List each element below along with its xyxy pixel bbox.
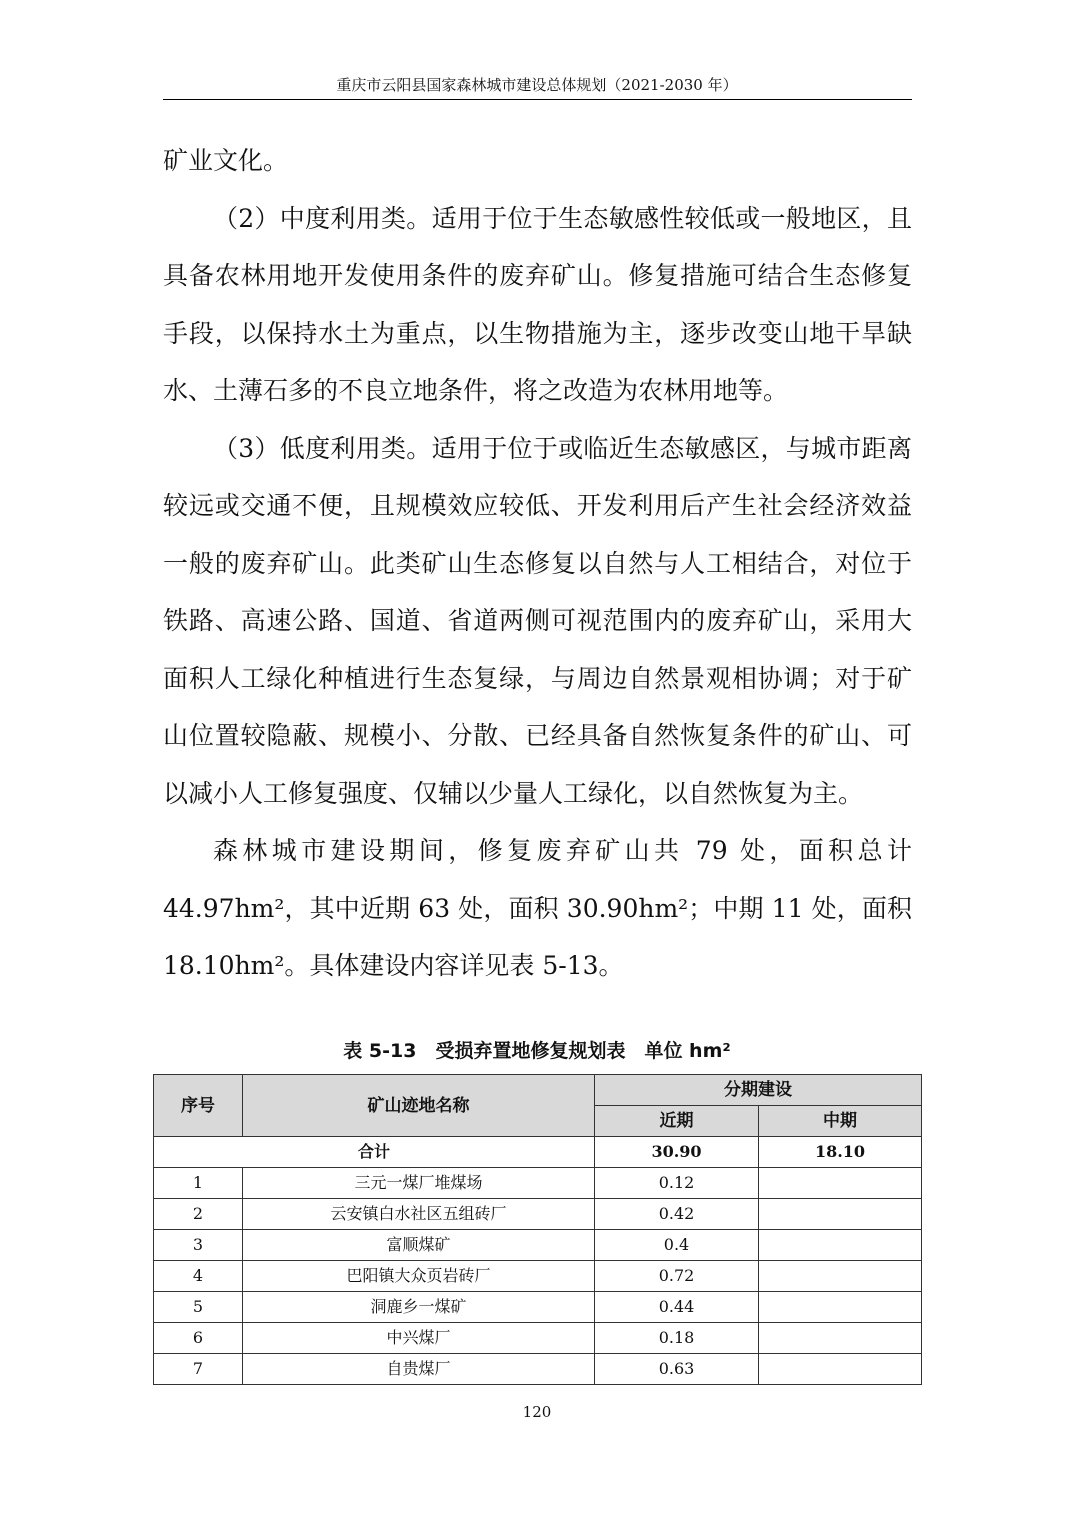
row-index: 7 bbox=[154, 1354, 243, 1385]
row-site-name: 富顺煤矿 bbox=[243, 1230, 595, 1261]
table-row bbox=[154, 1168, 922, 1199]
row-mid-term bbox=[759, 1230, 922, 1261]
row-near-term: 0.63 bbox=[595, 1354, 759, 1385]
row-near-term: 0.44 bbox=[595, 1292, 759, 1323]
row-index: 5 bbox=[154, 1292, 243, 1323]
table-row bbox=[154, 1292, 922, 1323]
total-mid: 18.10 bbox=[759, 1137, 922, 1168]
row-index: 4 bbox=[154, 1261, 243, 1292]
table-row bbox=[154, 1199, 922, 1230]
row-near-term: 0.72 bbox=[595, 1261, 759, 1292]
row-mid-term bbox=[759, 1199, 922, 1230]
row-mid-term bbox=[759, 1354, 922, 1385]
paragraph: （2）中度利用类。适用于位于生态敏感性较低或一般地区，且具备农林用地开发使用条件的废弃矿山。修复措施可结合生态修复手段，以保持水土为重点，以生物措施为主，逐步改变山地干旱缺水、土薄石多的不良立地条件，将之改造为农林用地等。 bbox=[163, 203, 912, 405]
row-site-name: 三元一煤厂堆煤场 bbox=[243, 1168, 595, 1199]
table-caption: 表 5-13 受损弃置地修复规划表 单位 hm² bbox=[343, 1040, 731, 1062]
row-site-name: 洞鹿乡一煤矿 bbox=[243, 1292, 595, 1323]
restoration-plan-table bbox=[153, 1074, 922, 1385]
paragraph: 森林城市建设期间，修复废弃矿山共 79 处，面积总计 44.97hm²，其中近期 63 处，面积 30.90hm²；中期 11 处，面积 18.10hm²。具体建设内容详见表 5-13。 bbox=[163, 836, 912, 980]
header-phased-construction: 分期建设 bbox=[595, 1075, 922, 1106]
paragraph: 矿业文化。 bbox=[163, 146, 289, 175]
row-index: 3 bbox=[154, 1230, 243, 1261]
row-mid-term bbox=[759, 1323, 922, 1354]
running-header: 重庆市云阳县国家森林城市建设总体规划（2021-2030 年） bbox=[336, 76, 738, 94]
header-near-term: 近期 bbox=[595, 1106, 759, 1137]
row-index: 6 bbox=[154, 1323, 243, 1354]
row-mid-term bbox=[759, 1261, 922, 1292]
header-rule bbox=[163, 99, 912, 100]
header-index: 序号 bbox=[154, 1075, 243, 1137]
row-mid-term bbox=[759, 1292, 922, 1323]
total-label: 合计 bbox=[154, 1137, 595, 1168]
row-near-term: 0.18 bbox=[595, 1323, 759, 1354]
page-number: 120 bbox=[522, 1403, 552, 1421]
header-mid-term: 中期 bbox=[759, 1106, 922, 1137]
row-near-term: 0.12 bbox=[595, 1168, 759, 1199]
row-site-name: 云安镇白水社区五组砖厂 bbox=[243, 1199, 595, 1230]
row-index: 2 bbox=[154, 1199, 243, 1230]
table-row bbox=[154, 1261, 922, 1292]
paragraph: （3）低度利用类。适用于位于或临近生态敏感区，与城市距离较远或交通不便，且规模效应较低、开发利用后产生社会经济效益一般的废弃矿山。此类矿山生态修复以自然与人工相结合，对位于铁路、高速公路、国道、省道两侧可视范围内的废弃矿山，采用大面积人工绿化种植进行生态复绿，与周边自然景观相协调；对于矿山位置较隐蔽、规模小、分散、已经具备自然恢复条件的矿山、可以减小人工修复强度、仅辅以少量人工绿化，以自然恢复为主。 bbox=[163, 433, 912, 808]
total-row bbox=[154, 1137, 922, 1168]
row-near-term: 0.4 bbox=[595, 1230, 759, 1261]
table-row bbox=[154, 1354, 922, 1385]
body-text bbox=[163, 132, 912, 995]
row-site-name: 中兴煤厂 bbox=[243, 1323, 595, 1354]
table-row bbox=[154, 1323, 922, 1354]
header-site-name: 矿山迹地名称 bbox=[243, 1075, 595, 1137]
row-near-term: 0.42 bbox=[595, 1199, 759, 1230]
row-site-name: 巴阳镇大众页岩砖厂 bbox=[243, 1261, 595, 1292]
table-row bbox=[154, 1230, 922, 1261]
row-index: 1 bbox=[154, 1168, 243, 1199]
row-site-name: 自贵煤厂 bbox=[243, 1354, 595, 1385]
row-mid-term bbox=[759, 1168, 922, 1199]
total-near: 30.90 bbox=[595, 1137, 759, 1168]
